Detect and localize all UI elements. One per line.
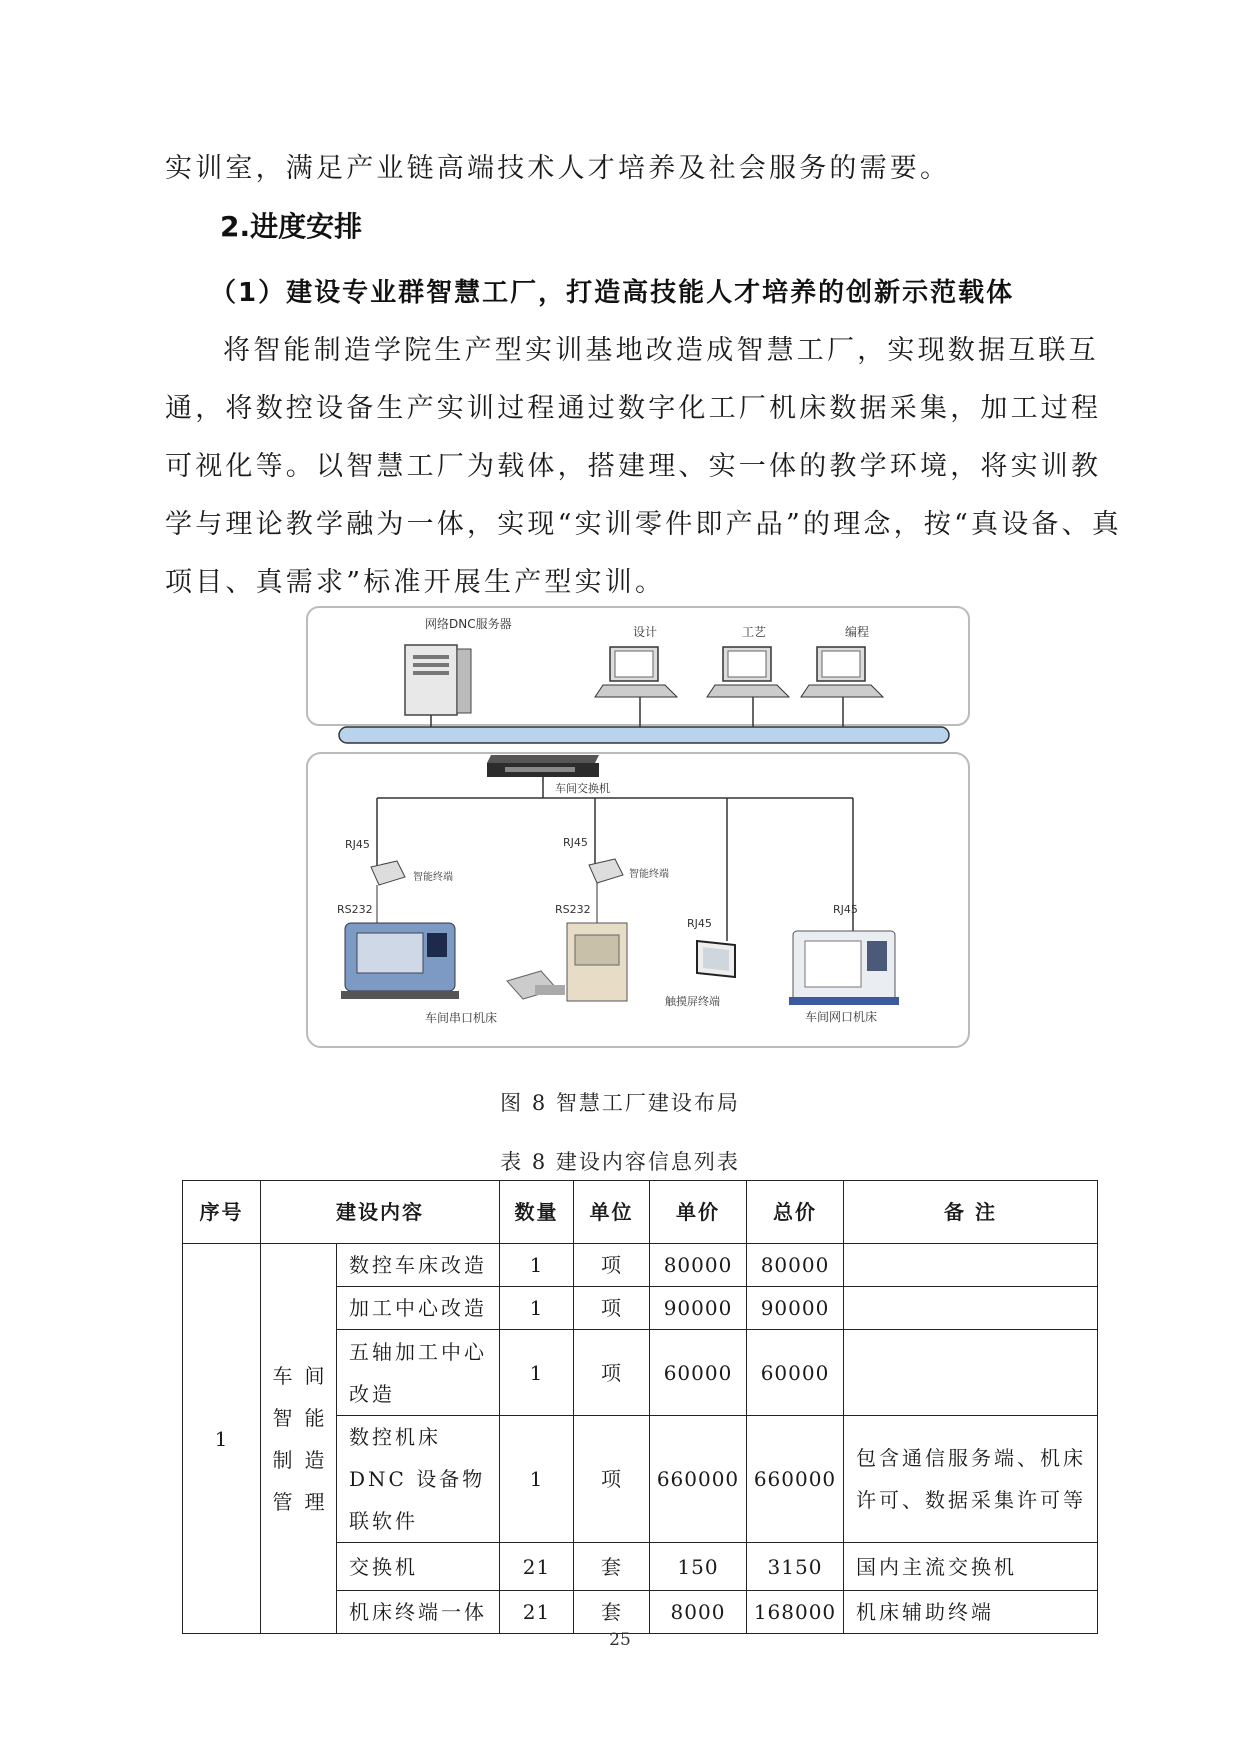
header-notes: 备 注 <box>844 1181 1098 1244</box>
switch-label: 车间交换机 <box>555 782 610 795</box>
item-quantity: 21 <box>500 1591 574 1634</box>
network-machine-label: 车间网口机床 <box>805 1010 878 1024</box>
cnc-lathe-icon <box>341 923 459 999</box>
item-price: 60000 <box>650 1330 747 1416</box>
item-quantity: 1 <box>500 1416 574 1543</box>
item-note <box>844 1244 1098 1287</box>
item-total: 660000 <box>747 1416 844 1543</box>
network-bus <box>339 727 949 743</box>
item-price: 8000 <box>650 1591 747 1634</box>
item-unit: 项 <box>574 1330 650 1416</box>
category-line: 车 间 <box>272 1363 325 1388</box>
header-unit: 单位 <box>574 1181 650 1244</box>
item-name: 数控车床改造 <box>337 1244 500 1287</box>
item-total: 60000 <box>747 1330 844 1416</box>
construction-table <box>182 1180 1098 1634</box>
switch-icon <box>487 755 599 777</box>
item-unit: 项 <box>574 1244 650 1287</box>
section-heading: 2.进度安排 <box>220 210 363 243</box>
item-note <box>844 1330 1098 1416</box>
workstation-label-design: 设计 <box>633 625 658 639</box>
table-caption: 表 8 建设内容信息列表 <box>500 1150 740 1174</box>
item-unit: 套 <box>574 1591 650 1634</box>
touchscreen-label: 触摸屏终端 <box>665 995 720 1008</box>
item-note: 国内主流交换机 <box>844 1543 1098 1591</box>
touchscreen-terminal-icon <box>697 941 735 977</box>
category-line: 智 能 <box>272 1405 325 1430</box>
item-name: 交换机 <box>337 1543 500 1591</box>
category-line: 制 造 <box>272 1447 325 1472</box>
network-machine-tool-icon <box>789 931 899 1005</box>
item-total: 3150 <box>747 1543 844 1591</box>
item-name: 机床终端一体 <box>337 1591 500 1634</box>
header-unit-price: 单价 <box>650 1181 747 1244</box>
item-price: 90000 <box>650 1287 747 1330</box>
rj45-label-4: RJ45 <box>833 903 858 916</box>
item-note: 包含通信服务端、机床许可、数据采集许可等 <box>844 1416 1098 1543</box>
header-index: 序号 <box>183 1181 261 1244</box>
terminal-label-1: 智能终端 <box>413 872 453 883</box>
intro-tail-paragraph: 实训室，满足产业链高端技术人才培养及社会服务的需要。 <box>165 153 951 184</box>
item-total: 90000 <box>747 1287 844 1330</box>
item-price: 660000 <box>650 1416 747 1543</box>
rj45-label-2: RJ45 <box>563 836 588 849</box>
item-unit: 项 <box>574 1287 650 1330</box>
dnc-server-icon <box>405 645 471 715</box>
category-line: 管理 <box>272 1489 325 1514</box>
header-content: 建设内容 <box>261 1181 500 1244</box>
figure-caption: 图 8 智慧工厂建设布局 <box>500 1091 740 1115</box>
item-total: 80000 <box>747 1244 844 1287</box>
group-index: 1 <box>183 1244 261 1634</box>
item-name: 加工中心改造 <box>337 1287 500 1330</box>
item-quantity: 1 <box>500 1330 574 1416</box>
item-total: 168000 <box>747 1591 844 1634</box>
server-label: 网络DNC服务器 <box>425 617 512 631</box>
workstation-label-programming: 编程 <box>845 625 870 639</box>
subheading: （1）建设专业群智慧工厂，打造高技能人才培养的创新示范载体 <box>210 278 1015 308</box>
serial-machine-label: 车间串口机床 <box>425 1011 498 1025</box>
rj45-label-1: RJ45 <box>345 838 370 851</box>
group-category <box>261 1244 337 1634</box>
header-quantity: 数量 <box>500 1181 574 1244</box>
body-paragraph: 将智能制造学院生产型实训基地改造成智慧工厂，实现数据互联互通，将数控设备生产实训过程通过数字化工厂机床数据采集，加工过程可视化等。以智慧工厂为载体，搭建理、实一体的教学环境，将实训教学与理论教学融为一体，实现“实训零件即产品”的理念，按“真设备、真项目、真需求”标准开展生产型实训。 <box>165 335 1123 598</box>
header-total-price: 总价 <box>747 1181 844 1244</box>
item-name: 五轴加工中心改造 <box>337 1330 500 1416</box>
item-quantity: 1 <box>500 1287 574 1330</box>
rs232-label-2: RS232 <box>555 903 591 916</box>
rj45-label-3: RJ45 <box>687 917 712 930</box>
item-quantity: 21 <box>500 1543 574 1591</box>
item-note: 机床辅助终端 <box>844 1591 1098 1634</box>
item-price: 150 <box>650 1543 747 1591</box>
item-price: 80000 <box>650 1244 747 1287</box>
item-unit: 项 <box>574 1416 650 1543</box>
rs232-label-1: RS232 <box>337 903 373 916</box>
item-note <box>844 1287 1098 1330</box>
table-header-row <box>183 1181 1098 1244</box>
table-row <box>183 1244 1098 1287</box>
page-number: 25 <box>609 1630 631 1650</box>
smart-factory-diagram <box>305 605 971 1050</box>
item-quantity: 1 <box>500 1244 574 1287</box>
terminal-label-2: 智能终端 <box>629 869 669 880</box>
item-name: 数控机床 DNC 设备物联软件 <box>337 1416 500 1543</box>
workstation-label-process: 工艺 <box>742 625 767 639</box>
item-unit: 套 <box>574 1543 650 1591</box>
